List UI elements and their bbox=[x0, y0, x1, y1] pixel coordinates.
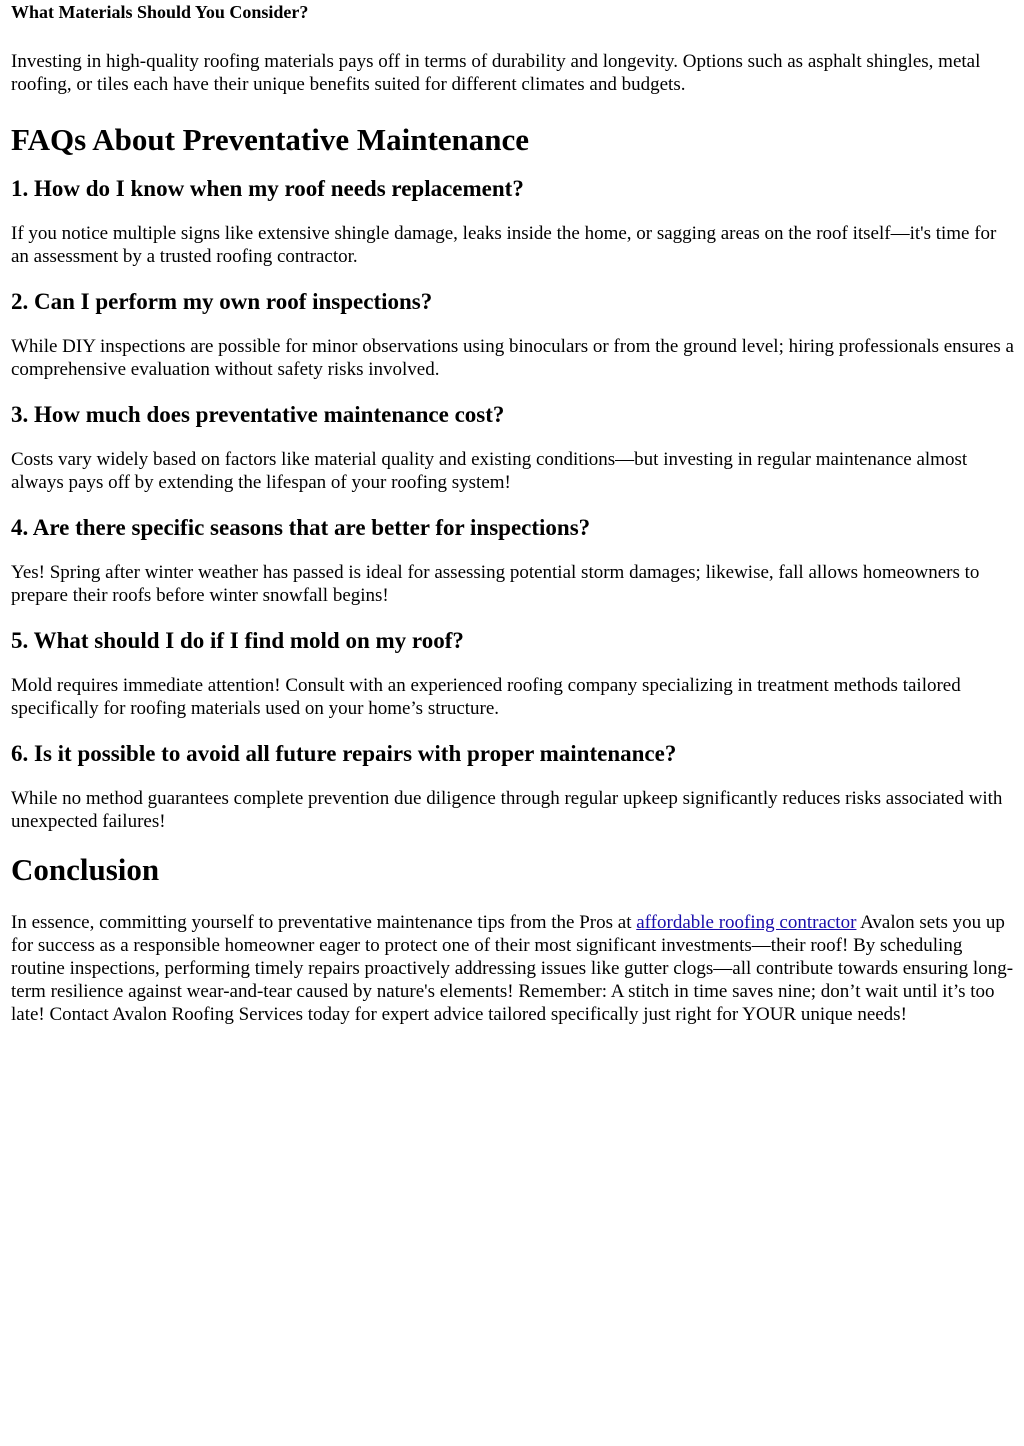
faq-item bbox=[11, 401, 1014, 494]
faq-item bbox=[11, 740, 1014, 833]
faq-item bbox=[11, 627, 1014, 720]
faq-item bbox=[11, 514, 1014, 607]
faq-answer: While no method guarantees complete prevention due diligence through regular upkeep significantly reduces risks associated with unexpected failures! bbox=[11, 788, 1003, 832]
affordable-roofing-contractor-link[interactable]: affordable roofing contractor bbox=[636, 912, 857, 933]
faq-answer: Mold requires immediate attention! Consult with an experienced roofing company specializing in treatment methods tailored specifically for roofing materials used on your home’s structure. bbox=[11, 675, 961, 719]
faq-answer: Yes! Spring after winter weather has passed is ideal for assessing potential storm damages; likewise, fall allows homeowners to prepare their roofs before winter snowfall begins! bbox=[11, 562, 980, 606]
faq-list bbox=[11, 175, 1014, 833]
conclusion-heading: Conclusion bbox=[11, 852, 160, 887]
materials-heading: What Materials Should You Consider? bbox=[11, 2, 309, 22]
faq-answer: Costs vary widely based on factors like material quality and existing conditions—but investing in regular maintenance almost always pays off by extending the lifespan of your roofing system! bbox=[11, 449, 968, 493]
faq-answer: While DIY inspections are possible for minor observations using binoculars or from the ground level; hiring professionals ensures a comprehensive evaluation without safety risks involved. bbox=[11, 336, 1014, 380]
faq-question: 6. Is it possible to avoid all future repairs with proper maintenance? bbox=[11, 741, 677, 766]
faq-answer: If you notice multiple signs like extensive shingle damage, leaks inside the home, or sagging areas on the roof itself—it's time for an assessment by a trusted roofing contractor. bbox=[11, 223, 997, 267]
faq-question: 2. Can I perform my own roof inspections? bbox=[11, 289, 433, 314]
materials-paragraph: Investing in high-quality roofing materials pays off in terms of durability and longevity. Options such as asphalt shingles, metal roofing, or tiles each have their unique benefits suited for different climates and budgets. bbox=[11, 51, 981, 95]
faq-question: 1. How do I know when my roof needs replacement? bbox=[11, 176, 524, 201]
faq-item bbox=[11, 175, 1014, 268]
faq-question: 3. How much does preventative maintenance cost? bbox=[11, 402, 505, 427]
faq-item bbox=[11, 288, 1014, 381]
faq-question: 4. Are there specific seasons that are better for inspections? bbox=[11, 515, 591, 540]
faq-heading: FAQs About Preventative Maintenance bbox=[11, 122, 530, 157]
faq-question: 5. What should I do if I find mold on my roof? bbox=[11, 628, 464, 653]
conclusion-text-after-link: Avalon sets you up for success as a responsible homeowner eager to protect one of their most significant investments—their roof! By scheduling routine inspections, performing timely repairs proactively addressing issues like gutter clogs—all contribute towards ensuring long-term resilience against wear-and-tear caused by nature's elements! Remember: A stitch in time saves nine; don’t wait until it’s too late! Contact Avalon Roofing Services today for expert advice tailored specifically just right for YOUR unique needs! bbox=[11, 912, 1014, 1025]
conclusion-paragraph bbox=[11, 911, 1014, 1026]
conclusion-text-before-link: In essence, committing yourself to preventative maintenance tips from the Pros at bbox=[11, 912, 637, 933]
